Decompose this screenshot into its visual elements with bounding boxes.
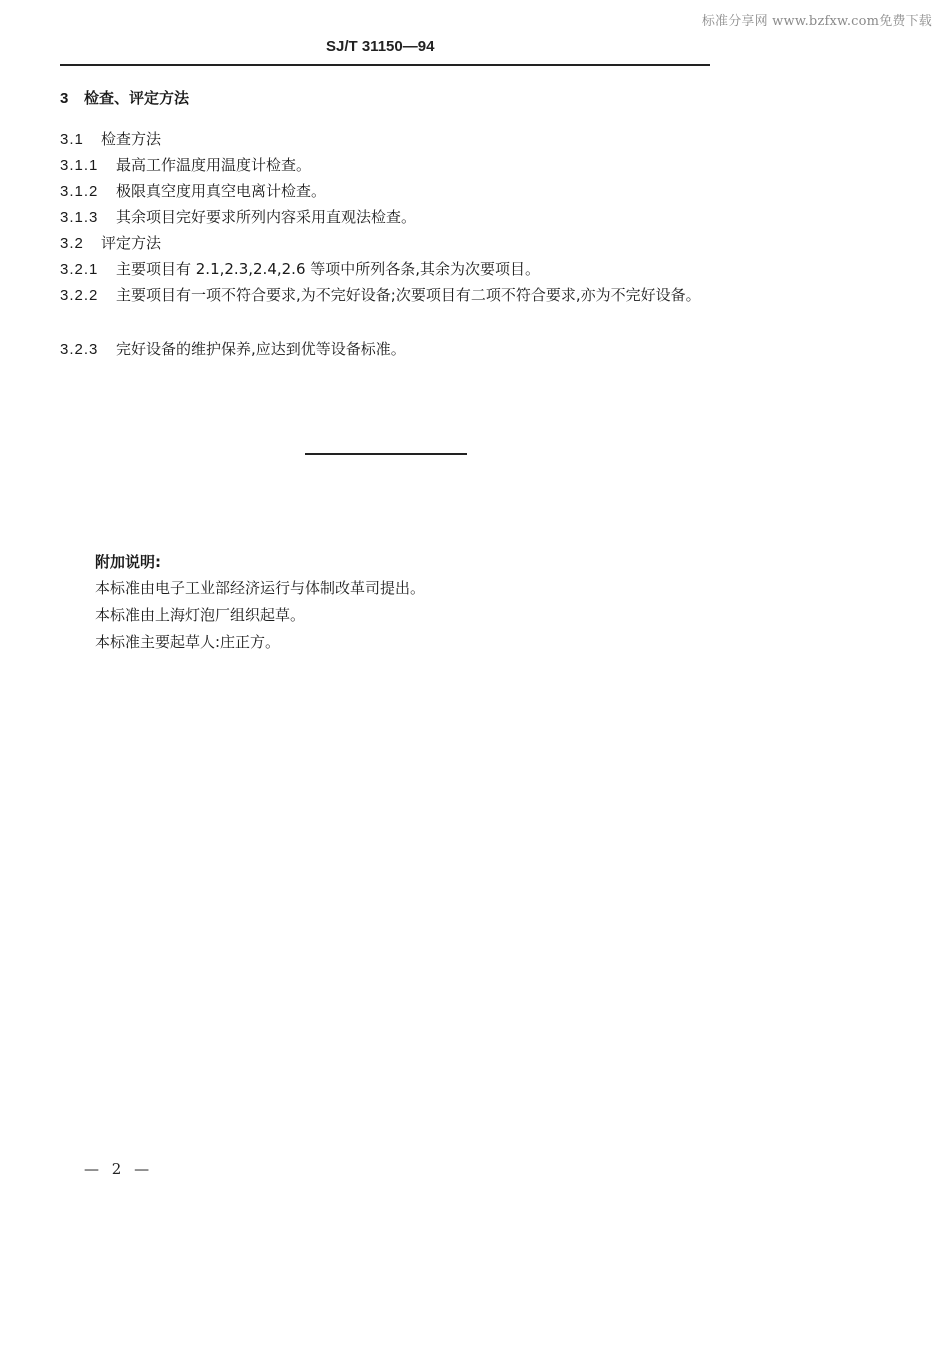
clause-number: 3.1.1 bbox=[60, 157, 99, 174]
additional-notes-title: 附加说明: bbox=[95, 553, 161, 571]
additional-note-line: 本标准由电子工业部经济运行与体制改革司提出。 bbox=[95, 579, 426, 597]
clause-3-1-2 bbox=[60, 181, 326, 202]
clause-text: 极限真空度用真空电离计检查。 bbox=[116, 182, 327, 200]
clause-text: 最高工作温度用温度计检查。 bbox=[116, 156, 312, 174]
clause-number: 3.1.3 bbox=[60, 209, 99, 226]
additional-note-line: 本标准由上海灯泡厂组织起草。 bbox=[95, 606, 306, 624]
clause-number: 3.2 bbox=[60, 235, 84, 252]
clause-3-1-3 bbox=[60, 207, 416, 228]
clause-text: 其余项目完好要求所列内容采用直观法检查。 bbox=[116, 208, 417, 226]
end-of-text-rule bbox=[305, 453, 467, 455]
clause-number: 3.2.3 bbox=[60, 341, 99, 358]
clause-3-2 bbox=[60, 233, 161, 254]
clause-3-2-1 bbox=[60, 259, 540, 280]
clause-text: 评定方法 bbox=[101, 234, 162, 252]
clause-3-2-2 bbox=[60, 282, 710, 309]
clause-text: 检查方法 bbox=[101, 130, 162, 148]
clause-text: 完好设备的维护保养,应达到优等设备标准。 bbox=[116, 340, 406, 358]
clause-3-1-1 bbox=[60, 155, 311, 176]
additional-note-line: 本标准主要起草人:庄正方。 bbox=[95, 633, 281, 651]
header-rule bbox=[60, 64, 710, 66]
watermark-text: 标准分享网 www.bzfxw.com免费下载 bbox=[701, 14, 932, 29]
page-number: — 2 — bbox=[84, 1160, 154, 1178]
clause-number: 3.2.2 bbox=[60, 287, 99, 304]
clause-text: 主要项目有一项不符合要求,为不完好设备;次要项目有二项不符合要求,亦为不完好设备。 bbox=[116, 286, 701, 304]
clause-3-1 bbox=[60, 129, 161, 150]
clause-text: 主要项目有 2.1,2.3,2.4,2.6 等项中所列各条,其余为次要项目。 bbox=[116, 260, 541, 278]
section-title: 检查、评定方法 bbox=[84, 89, 190, 107]
section-number: 3 bbox=[60, 90, 70, 107]
clause-number: 3.2.1 bbox=[60, 261, 99, 278]
clause-3-2-3 bbox=[60, 339, 406, 360]
standard-code: SJ/T 31150—94 bbox=[326, 38, 435, 55]
clause-number: 3.1 bbox=[60, 131, 84, 148]
section-3-heading bbox=[60, 88, 189, 109]
clause-number: 3.1.2 bbox=[60, 183, 99, 200]
